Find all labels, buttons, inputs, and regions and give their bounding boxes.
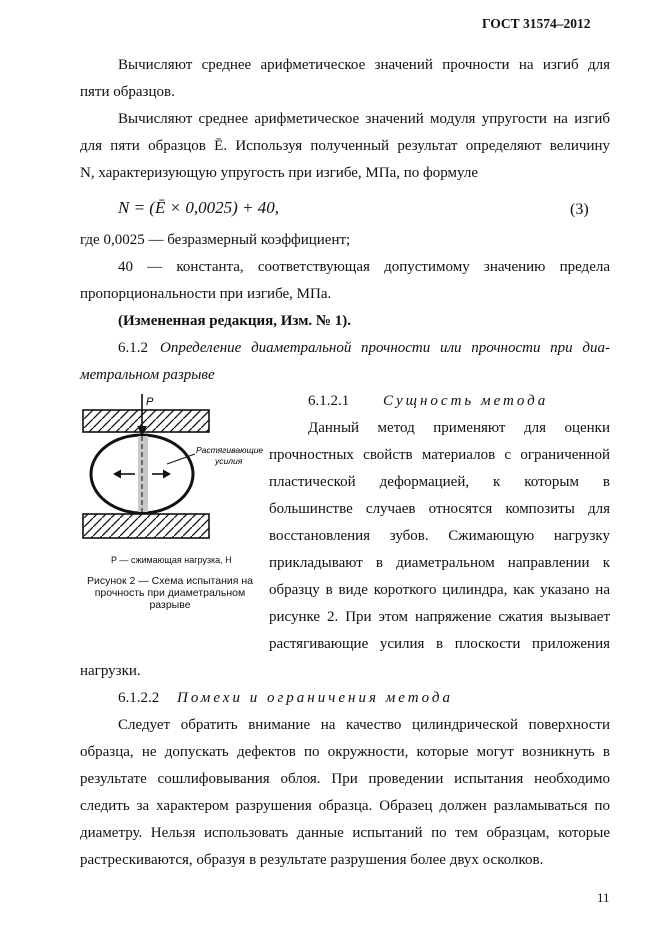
paragraph-line: растягивающие усилия в плоскости приложения xyxy=(269,636,610,652)
figure-caption: Рисунок 2 — Схема испытания на xyxy=(86,575,253,587)
paragraph-line: образцу в виде короткого цилиндра, как указано на xyxy=(269,582,610,598)
figure-caption: прочность при диаметральном xyxy=(94,587,246,599)
paragraph-line: рисунке 2. При этом напряжение сжатия вызывает xyxy=(269,609,610,625)
paragraph-line: Данный метод применяют для оценки xyxy=(308,420,610,436)
paragraph-line: для пяти образцов Ē. Используя полученный результат определяют величину xyxy=(80,138,610,154)
where-line: пропорциональности при изгибе, МПа. xyxy=(80,286,332,302)
paragraph-line: следить за характером разрушения образца. Образец должен разламываться по xyxy=(80,798,610,814)
lower-plate xyxy=(83,514,209,538)
paragraph-line: прикладывают в диаметральном направлении к xyxy=(269,555,610,571)
paragraph-line: прочностных свойств материалов с ограниченной xyxy=(269,447,610,463)
paragraph-line: нагрузки. xyxy=(80,663,141,679)
paragraph-line: Вычисляют среднее арифметическое значений прочности на изгиб для xyxy=(118,57,610,73)
document-header: ГОСТ 31574–2012 xyxy=(482,16,591,31)
figure-legend: P — сжимающая нагрузка, Н xyxy=(111,555,232,565)
subsection-number: 6.1.2.1 xyxy=(308,393,350,409)
upper-plate xyxy=(83,410,209,432)
paragraph-line: растрескиваются, образуя в результате разрушения более двух осколков. xyxy=(80,852,544,868)
where-line: 40 — константа, соответствующая допустимому значению предела xyxy=(118,259,610,275)
section-title: метральном разрыве xyxy=(80,367,215,383)
subsection-title: Помехи и ограничения метода xyxy=(177,690,453,706)
tension-zone xyxy=(138,436,148,512)
amendment-note: (Измененная редакция, Изм. № 1). xyxy=(118,313,352,329)
section-title: Определение диаметральной прочности или прочности при диа- xyxy=(160,340,610,356)
tension-label: Растягивающие xyxy=(196,445,264,455)
tension-label: усилия xyxy=(215,456,243,466)
figure-caption: разрыве xyxy=(149,599,191,611)
formula-number: (3) xyxy=(570,201,589,218)
where-line: где 0,0025 — безразмерный коэффициент; xyxy=(80,232,351,248)
paragraph-line: Вычисляют среднее арифметическое значений модуля упругости на изгиб xyxy=(118,111,610,127)
subsection-number: 6.1.2.2 xyxy=(118,690,160,706)
section-number: 6.1.2 xyxy=(118,340,148,356)
force-label: P xyxy=(146,396,154,408)
paragraph-line: результате сошлифовывания облоя. При проведении испытания необходимо xyxy=(80,771,610,787)
paragraph-line: образца, не допускать дефектов по окружности, которые могут возникнуть в xyxy=(80,744,610,760)
paragraph-line: пластической деформацией, к которым в xyxy=(269,474,610,490)
figure-diametral-test xyxy=(75,392,265,552)
formula: N = (Ē × 0,0025) + 40, xyxy=(118,198,279,217)
paragraph-line: Следует обратить внимание на качество цилиндрической поверхности xyxy=(118,717,610,733)
paragraph-line: большинстве случаев относятся композиты для xyxy=(269,501,610,517)
paragraph-line: N, характеризующую упругость при изгибе, МПа, по формуле xyxy=(80,165,478,181)
paragraph-line: пяти образцов. xyxy=(80,84,175,100)
page-number: 11 xyxy=(597,890,610,905)
paragraph-line: восстановления зубов. Сжимающую нагрузку xyxy=(269,528,610,544)
subsection-title: Сущность метода xyxy=(383,393,549,409)
paragraph-line: диаметру. Нельзя использовать данные испытаний по тем образцам, которые xyxy=(80,825,610,841)
